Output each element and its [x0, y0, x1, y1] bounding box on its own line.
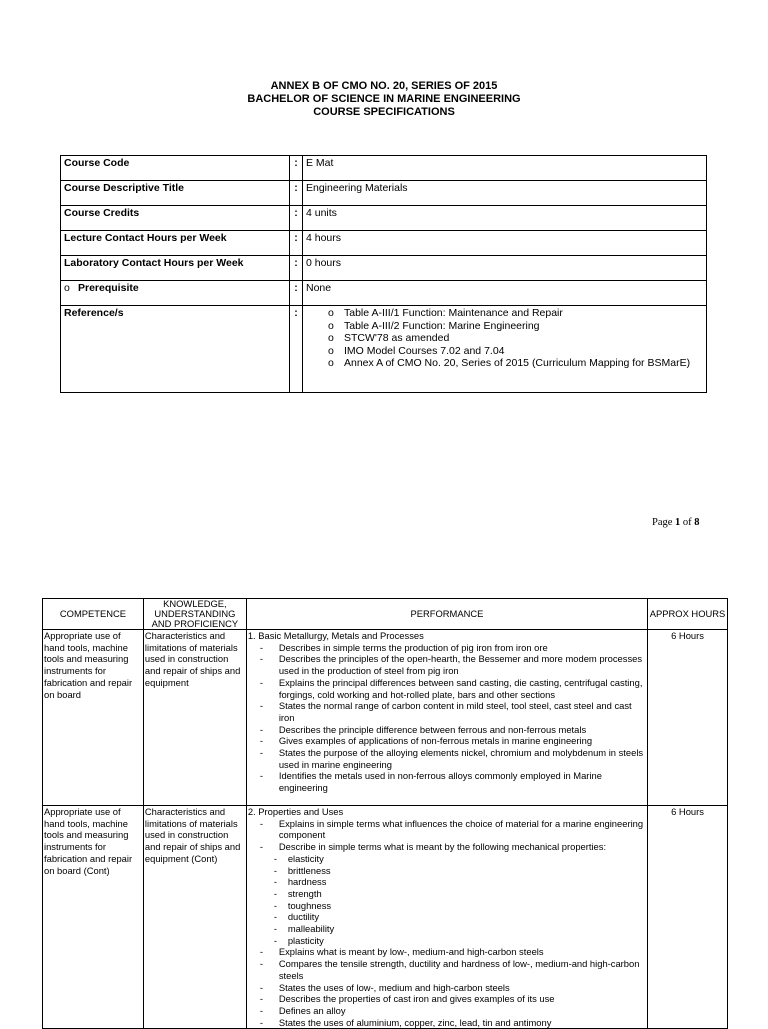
knowledge-cell: Characteristics and limitations of materials used in construction and repair of ships and equipment: [143, 630, 246, 806]
performance-list: [248, 642, 646, 794]
dash-bullet-icon: -: [259, 735, 263, 747]
list-item: [248, 700, 646, 723]
reference-list: [306, 307, 703, 370]
list-item: [248, 982, 646, 994]
dash-bullet-icon: -: [273, 852, 277, 864]
item-text: Describes the properties of cast iron and gives examples of its use: [278, 993, 555, 1005]
spec-label: Laboratory Contact Hours per Week: [61, 256, 290, 281]
dash-bullet-icon: -: [273, 923, 277, 935]
list-item: [248, 1017, 646, 1029]
reference-text: Annex A of CMO No. 20, Series of 2015 (Curriculum Mapping for BSMarE): [344, 357, 691, 369]
spec-row-prerequisite: [61, 281, 707, 306]
list-item: [248, 946, 646, 958]
spec-label: Course Descriptive Title: [61, 181, 290, 206]
spec-value: Engineering Materials: [303, 181, 707, 206]
list-item: [328, 345, 703, 358]
spec-colon: :: [290, 231, 303, 256]
knowledge-cell: Characteristics and limitations of materials used in construction and repair of ships and equipment (Cont): [143, 806, 246, 1029]
page-number: [652, 517, 700, 528]
item-text: Describes in simple terms the production of pig iron from iron ore: [278, 641, 548, 653]
spec-colon: :: [290, 281, 303, 306]
dash-bullet-icon: -: [259, 993, 263, 1005]
item-text: States the uses of aluminium, copper, zinc, lead, tin and antimony: [278, 1016, 552, 1028]
spec-value: None: [303, 281, 707, 306]
dash-bullet-icon: -: [259, 958, 263, 970]
dash-bullet-icon: -: [273, 934, 277, 946]
item-text: Describes the principles of the open-hearth, the Bessemer and more modem processes used in the production of steel from pig iron: [278, 653, 643, 677]
property-text: ductility: [287, 911, 320, 923]
spec-label-prerequisite: [61, 281, 290, 306]
header-performance: PERFORMANCE: [246, 599, 647, 630]
page-prefix: Page: [652, 517, 676, 528]
spec-value: 4 units: [303, 206, 707, 231]
list-item: [248, 900, 646, 912]
spec-label: Lecture Contact Hours per Week: [61, 231, 290, 256]
list-item: [248, 923, 646, 935]
performance-cell: [246, 630, 647, 806]
list-item: [248, 888, 646, 900]
list-item: [248, 841, 646, 853]
list-item: [248, 677, 646, 700]
dash-bullet-icon: -: [259, 723, 263, 735]
list-item: [248, 818, 646, 841]
page-total: 8: [694, 517, 700, 528]
list-item: [248, 1005, 646, 1017]
dash-bullet-icon: -: [273, 864, 277, 876]
spec-colon: :: [290, 256, 303, 281]
item-text: States the normal range of carbon content in mild steel, tool steel, cast steel and cast iron: [278, 700, 632, 723]
list-item: [248, 911, 646, 923]
list-item: [248, 853, 646, 865]
spec-row-lecture-hours: [61, 231, 707, 256]
spec-label: Course Credits: [61, 206, 290, 231]
header-line-1: ANNEX B OF CMO NO. 20, SERIES OF 2015: [270, 80, 498, 92]
spec-colon: :: [290, 206, 303, 231]
spec-value: 4 hours: [303, 231, 707, 256]
list-item: [248, 747, 646, 770]
reference-text: STCW'78 as amended: [344, 332, 450, 344]
spec-label-text: Prerequisite: [78, 282, 139, 294]
spec-colon: :: [290, 156, 303, 181]
property-text: plasticity: [287, 934, 324, 946]
item-text: Compares the tensile strength, ductility and hardness of low-, medium-and high-carbon steels: [278, 958, 640, 981]
item-text: Describes the principle difference between ferrous and non-ferrous metals: [278, 723, 587, 735]
spec-value-references: [303, 306, 707, 393]
list-item: [328, 332, 703, 345]
list-item: [248, 993, 646, 1005]
dash-bullet-icon: -: [259, 946, 263, 958]
reference-text: Table A-III/2 Function: Marine Engineering: [344, 319, 540, 332]
table-row: [43, 630, 728, 806]
page-current: 1: [675, 517, 681, 528]
property-text: brittleness: [287, 864, 331, 876]
list-item: [248, 770, 646, 793]
hours-cell: 6 Hours: [648, 630, 728, 806]
list-item: [328, 307, 703, 320]
spec-row-course-code: [61, 156, 707, 181]
list-item: [248, 876, 646, 888]
reference-text: Table A-III/1 Function: Maintenance and Repair: [344, 307, 563, 319]
dash-bullet-icon: -: [273, 911, 277, 923]
list-item: [248, 653, 646, 676]
performance-cell: [246, 806, 647, 1029]
list-item: [248, 958, 646, 981]
section-title: 2. Properties and Uses: [247, 806, 344, 817]
item-text: Describe in simple terms what is meant by the following mechanical properties:: [278, 841, 607, 853]
course-spec-table: [60, 155, 707, 393]
competence-table: [42, 598, 728, 1029]
list-item: [248, 735, 646, 747]
dash-bullet-icon: -: [259, 981, 263, 993]
dash-bullet-icon: -: [259, 700, 263, 712]
dash-bullet-icon: -: [259, 676, 263, 688]
property-text: strength: [287, 887, 322, 899]
spec-row-title: [61, 181, 707, 206]
item-text: Gives examples of applications of non-ferrous metals in marine engineering: [278, 735, 593, 747]
circle-bullet-icon: o: [64, 282, 70, 294]
item-text: States the uses of low-, medium and high-carbon steels: [278, 981, 510, 993]
list-item: [328, 320, 703, 333]
dash-bullet-icon: -: [259, 1004, 263, 1016]
spec-row-credits: [61, 206, 707, 231]
spec-colon: :: [290, 181, 303, 206]
performance-list: [248, 818, 646, 853]
property-list: [248, 853, 646, 947]
header-hours: APPROX HOURS: [648, 599, 728, 630]
property-text: toughness: [287, 899, 332, 911]
header-line-3: COURSE SPECIFICATIONS: [313, 106, 455, 118]
item-text: Identifies the metals used in non-ferrous alloys commonly employed in Marine engineering: [278, 770, 602, 794]
spec-value: 0 hours: [303, 256, 707, 281]
spec-label: Reference/s: [61, 306, 290, 393]
dash-bullet-icon: -: [259, 653, 263, 665]
spec-label: Course Code: [61, 156, 290, 181]
document-header: [0, 80, 768, 119]
dash-bullet-icon: -: [273, 887, 277, 899]
table-header-row: [43, 599, 728, 630]
circle-bullet-icon: o: [328, 357, 334, 369]
item-text: Explains in simple terms what influences the choice of material for a marine engineering component: [278, 817, 644, 841]
header-competence: COMPETENCE: [43, 599, 144, 630]
hours-cell: 6 Hours: [648, 806, 728, 1029]
circle-bullet-icon: o: [328, 344, 334, 357]
spec-value: E Mat: [303, 156, 707, 181]
list-item: [248, 724, 646, 736]
item-text: Explains what is meant by low-, medium-and high-carbon steels: [278, 946, 544, 958]
dash-bullet-icon: -: [259, 817, 263, 829]
spec-row-references: [61, 306, 707, 393]
section-title: 1. Basic Metallurgy, Metals and Processes: [247, 630, 424, 641]
property-text: hardness: [287, 876, 327, 888]
circle-bullet-icon: o: [328, 332, 334, 344]
competence-cell: Appropriate use of hand tools, machine tools and measuring instruments for fabrication and repair on board (Cont): [43, 806, 144, 1029]
performance-list: [248, 946, 646, 1028]
header-knowledge: KNOWLEDGE, UNDERSTANDING AND PROFICIENCY: [143, 599, 246, 630]
list-item: [248, 935, 646, 947]
dash-bullet-icon: -: [259, 841, 263, 853]
dash-bullet-icon: -: [259, 747, 263, 759]
table-row: [43, 806, 728, 1029]
item-text: States the purpose of the alloying elements nickel, chromium and molybdenum in steels used in marine engineering: [278, 747, 644, 770]
circle-bullet-icon: o: [328, 319, 334, 332]
item-text: Defines an alloy: [278, 1004, 346, 1016]
property-text: elasticity: [287, 852, 324, 864]
dash-bullet-icon: -: [259, 641, 263, 653]
dash-bullet-icon: -: [273, 876, 277, 888]
spec-colon: :: [290, 306, 303, 393]
competence-cell: Appropriate use of hand tools, machine tools and measuring instruments for fabrication and repair on board: [43, 630, 144, 806]
list-item: [248, 642, 646, 654]
item-text: Explains the principal differences between sand casting, die casting, centrifugal casting, forgings, cold working and hot-rolled plate, bars and other sections: [278, 676, 643, 700]
dash-bullet-icon: -: [259, 1016, 263, 1028]
header-line-2: BACHELOR OF SCIENCE IN MARINE ENGINEERING: [247, 93, 521, 105]
dash-bullet-icon: -: [259, 770, 263, 782]
property-text: malleability: [287, 923, 335, 935]
reference-text: IMO Model Courses 7.02 and 7.04: [344, 344, 505, 357]
list-item: [328, 357, 703, 370]
page-of: of: [680, 517, 695, 528]
list-item: [248, 865, 646, 877]
spec-row-lab-hours: [61, 256, 707, 281]
dash-bullet-icon: -: [273, 899, 277, 911]
circle-bullet-icon: o: [328, 307, 334, 319]
